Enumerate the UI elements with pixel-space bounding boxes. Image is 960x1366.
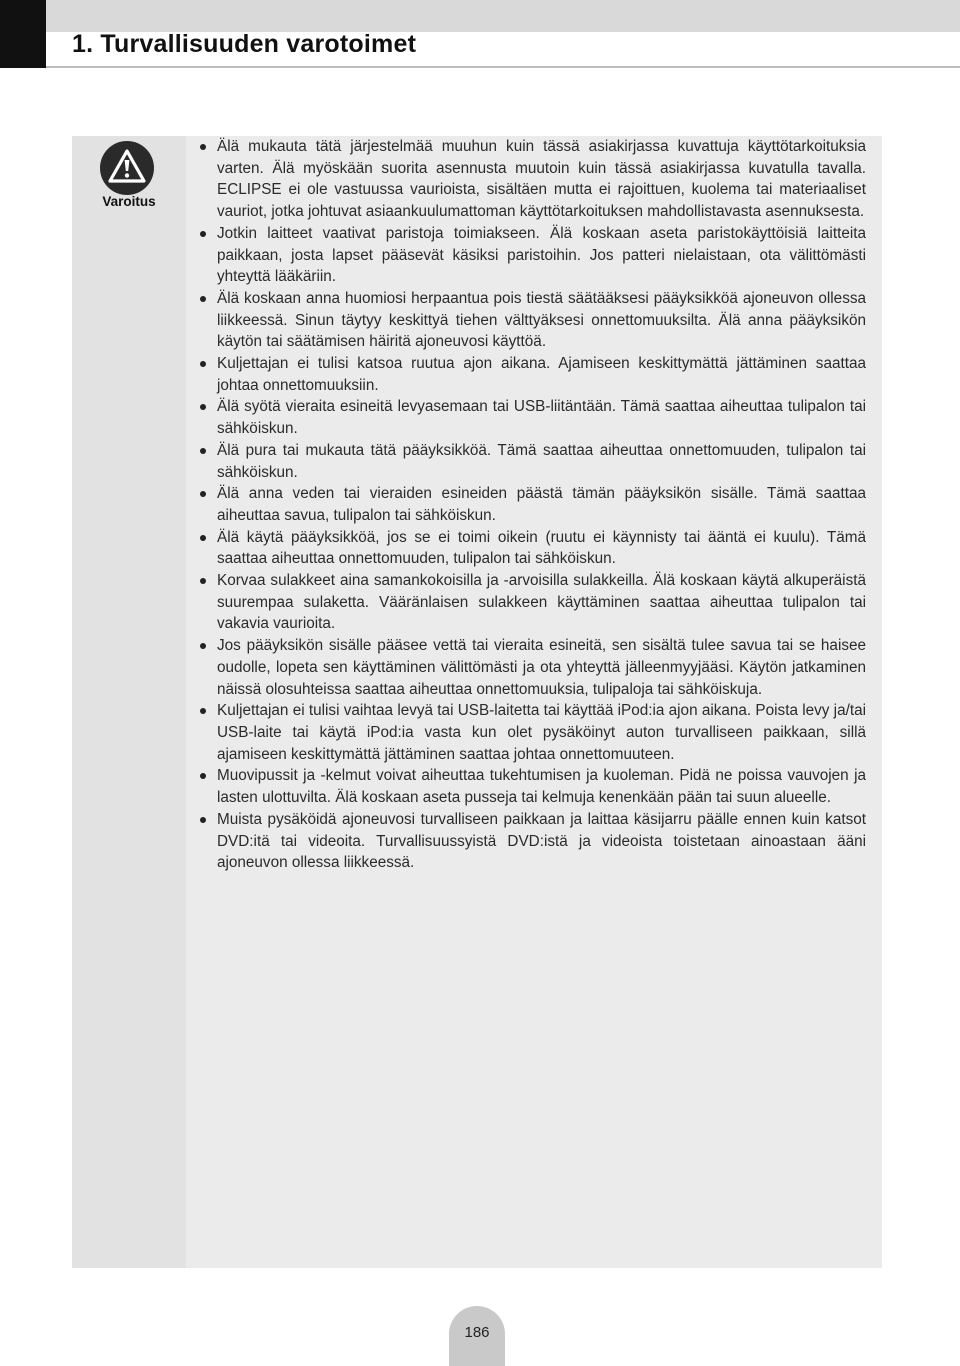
- list-item: [190, 440, 866, 483]
- page-number: 186: [464, 1324, 490, 1341]
- bullet-icon: [200, 296, 206, 302]
- list-item: [190, 288, 866, 353]
- list-item-text: Kuljettajan ei tulisi katsoa ruutua ajon aikana. Ajamiseen keskittymättä jättäminen saattaa johtaa onnettomuuksiin.: [217, 355, 866, 394]
- bullet-icon: [200, 817, 206, 823]
- list-item-text: Älä koskaan anna huomiosi herpaantua pois tiestä säätääksesi pääyksikköä ajoneuvon ollessa liikkeessä. Sinun täytyy keskittyä tiehen välttyäksesi onnettomuuksilta. Älä anna pääyksikön käytön tai säätämisen häiritä ajoneuvosi käyttöä.: [217, 289, 866, 351]
- list-item: [190, 483, 866, 526]
- list-item-text: Korvaa sulakkeet aina samankokoisilla ja -arvoisilla sulakkeilla. Älä koskaan käytä alkuperäistä suurempaa sulaketta. Vääränlaisen sulakkeen käyttäminen saattaa aiheuttaa tulipalon tai vakavia vaurioita.: [217, 572, 866, 633]
- bullet-icon: [200, 404, 206, 410]
- list-item: [190, 635, 866, 700]
- warning-sidebar: [72, 136, 186, 1268]
- bullet-icon: [200, 361, 206, 367]
- list-item: [190, 527, 866, 570]
- list-item-text: Älä syötä vieraita esineitä levyasemaan tai USB-liitäntään. Tämä saattaa aiheuttaa tulipalon tai sähköiskun.: [217, 398, 866, 438]
- list-item: [190, 353, 866, 396]
- list-item: [190, 223, 866, 288]
- bullet-icon: [200, 708, 206, 714]
- list-item-text: Älä käytä pääyksikköä, jos se ei toimi oikein (ruutu ei käynnisty tai ääntä ei kuulu). Tämä saattaa aiheuttaa onnettomuuden, tulipalon tai sähköiskun.: [217, 528, 866, 568]
- list-item-text: Älä mukauta tätä järjestelmää muuhun kuin tässä asiakirjassa kuvattuja käyttötarkoituksia varten. Älä myöskään suorita asennusta muutoin kuin tässä asiakirjassa kuvatulla tavalla. ECLIPSE ei ole vastuussa vaurioista, sisältäen mutta ei rajoittuen, kuolema tai materiaaliset vauriot, jotka johtuvat asiaankuulumattoman käyttötarkoituksen mahdollistavasta asennuksesta.: [217, 138, 866, 221]
- title-divider: [46, 66, 960, 68]
- warning-list: [190, 136, 866, 874]
- warning-panel: [72, 136, 882, 1268]
- corner-block: [0, 0, 46, 68]
- header-band: [46, 0, 960, 32]
- bullet-icon: [200, 535, 206, 541]
- bullet-icon: [200, 231, 206, 237]
- list-item-text: Muovipussit ja -kelmut voivat aiheuttaa tukehtumisen ja kuoleman. Pidä ne poissa vauvojen ja lasten ulottuvilta. Älä koskaan aseta pusseja tai kelmuja kenenkään pään tai suun alueelle.: [217, 767, 866, 807]
- list-item-text: Kuljettajan ei tulisi vaihtaa levyä tai USB-laitetta tai käyttää iPod:ia ajon aikana. Poista levy ja/tai USB-laite tai käytä iPod:ia vasta kun olet pysäköinyt auton turvalliseen paikkaan, sillä ajamiseen keskittymättä jättäminen saattaa johtaa onnettomuuteen.: [217, 702, 866, 763]
- warning-triangle-icon: [99, 140, 155, 196]
- list-item-text: Jotkin laitteet vaativat paristoja toimiakseen. Älä koskaan aseta paristokäyttöisiä laitteita paikkaan, josta lapset pääsevät käsiksi paristoihin. Jos patteri nielaistaan, ota välittömästi yhteyttä lääkäriin.: [217, 224, 866, 286]
- list-item-text: Älä pura tai mukauta tätä pääyksikköä. Tämä saattaa aiheuttaa onnettomuuden, tulipalon tai sähköiskun.: [217, 441, 866, 481]
- bullet-icon: [200, 643, 206, 649]
- page-title: 1. Turvallisuuden varotoimet: [72, 30, 417, 58]
- bullet-icon: [200, 491, 206, 497]
- bullet-icon: [200, 144, 206, 150]
- list-item: [190, 809, 866, 874]
- list-item: [190, 570, 866, 635]
- list-item-text: Muista pysäköidä ajoneuvosi turvalliseen paikkaan ja laittaa käsijarru päälle ennen kuin katsot DVD:itä tai videoita. Turvallisuussyistä DVD:istä ja videoista toistetaan ainoastaan ääni ajoneuvon ollessa liikkeessä.: [217, 810, 866, 872]
- list-item: [190, 700, 866, 765]
- warning-label: Varoitus: [102, 194, 156, 209]
- list-item-text: Älä anna veden tai vieraiden esineiden päästä tämän pääyksikön sisälle. Tämä saattaa aiheuttaa savua, tulipalon tai sähköiskun.: [217, 485, 866, 524]
- list-item-text: Jos pääyksikön sisälle pääsee vettä tai vieraita esineitä, sen sisältä tulee savua tai se haisee oudolle, lopeta sen käyttäminen välittömästi ja ota yhteyttä jälleenmyyjääsi. Käytön jatkaminen näissä olosuhteissa saattaa aiheuttaa onnettomuuksia, tulipaloja tai sähköiskuja.: [217, 637, 866, 698]
- list-item: [190, 765, 866, 808]
- list-item: [190, 396, 866, 439]
- bullet-icon: [200, 448, 206, 454]
- list-item: [190, 136, 866, 223]
- bullet-icon: [200, 773, 206, 779]
- bullet-icon: [200, 578, 206, 584]
